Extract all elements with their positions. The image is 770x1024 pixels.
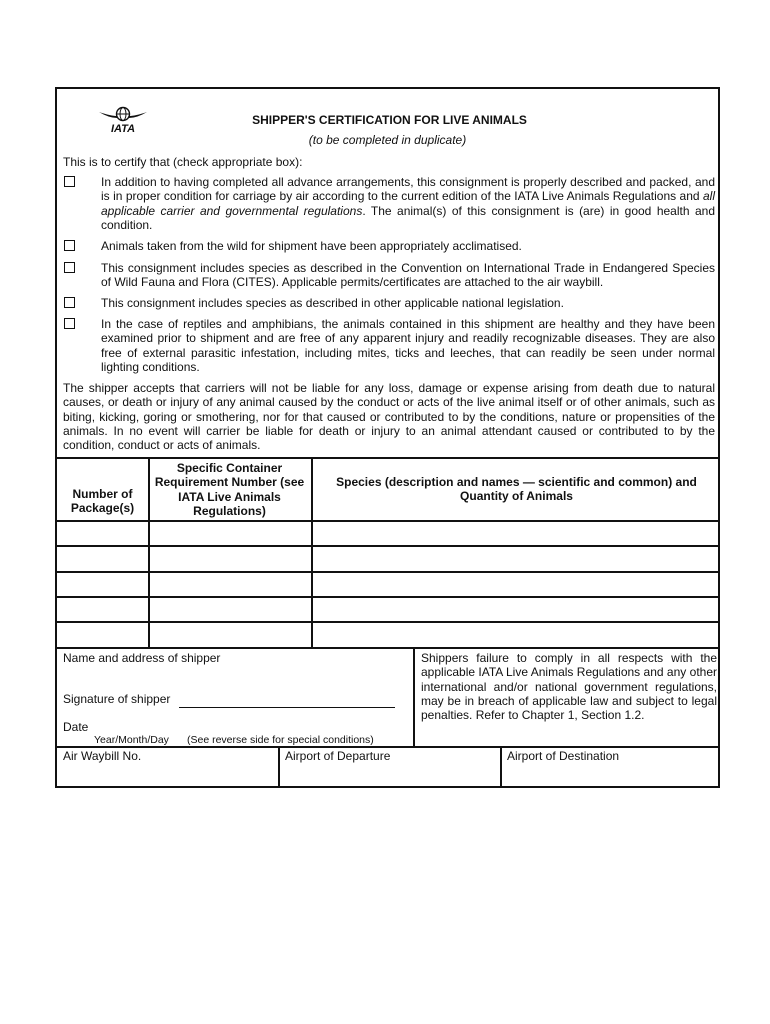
live-animals-form xyxy=(55,87,720,788)
certification-item xyxy=(63,317,715,374)
certification-text: This consignment includes species as described in the Convention on International Trade in Endangered Species of Wild Fauna and Flora (CITES). Applicable permits/certificates are attached to the air waybill. xyxy=(101,261,715,290)
date-format-hint: Year/Month/Day xyxy=(94,734,169,746)
destination-airport-label: Airport of Destination xyxy=(507,749,620,763)
table-row xyxy=(57,547,718,571)
container-cell[interactable] xyxy=(150,572,311,596)
species-cell[interactable] xyxy=(313,572,718,596)
col-number-of-packages: Number of Package(s) xyxy=(70,487,135,516)
certification-item xyxy=(63,296,715,310)
departure-airport-label: Airport of Departure xyxy=(285,749,391,763)
intro-text: This is to certify that (check appropriate box): xyxy=(63,155,303,169)
departure-airport-field[interactable] xyxy=(283,765,497,785)
iata-logo-text: IATA xyxy=(110,123,136,135)
certification-text-italic: all applicable carrier and governmental regulations xyxy=(101,189,715,218)
certification-checkbox[interactable] xyxy=(64,297,75,308)
packages-cell[interactable] xyxy=(57,521,148,545)
liability-statement: The shipper accepts that carriers will not be liable for any loss, damage or expense arising from death due to natural causes, or death or injury of any animal caused by the conduct or acts of the live animal itself or of other animals, such as biting, kicking, goring or smothering, nor for that caused or contributed to by the conditions, nature or propensities of the animals. In no event will carrier be liable for death or injury to an animal attendant caused or contributed to by the condition, conduct or acts of animals. xyxy=(63,381,715,453)
packages-cell[interactable] xyxy=(57,547,148,571)
certification-text: In addition to having completed all advance arrangements, this consignment is properly described and packed, and is in proper condition for carriage by air according to the current edition of the IATA Live Animals Regulations and xyxy=(101,175,715,204)
container-cell[interactable] xyxy=(150,623,311,647)
table-row xyxy=(57,597,718,621)
certification-checkbox[interactable] xyxy=(64,240,75,251)
shipper-name-label: Name and address of shipper xyxy=(63,651,221,665)
air-waybill-label: Air Waybill No. xyxy=(63,749,142,763)
certification-text-end: . The animal(s) of this consignment is (are) in good health and condition. xyxy=(101,203,715,232)
container-cell[interactable] xyxy=(150,547,311,571)
species-cell[interactable] xyxy=(313,547,718,571)
footer-divider xyxy=(500,746,502,788)
table-top-border xyxy=(57,457,718,459)
date-label: Date xyxy=(63,720,89,734)
certification-checkbox[interactable] xyxy=(64,262,75,273)
signature-label: Signature of shipper xyxy=(63,692,171,706)
species-cell[interactable] xyxy=(313,597,718,621)
certification-text: Animals taken from the wild for shipment have been appropriately acclimatised. xyxy=(101,239,522,253)
container-cell[interactable] xyxy=(150,521,311,545)
col-species: Species (description and names — scientific and common) and Quantity of Animals xyxy=(336,475,697,504)
certification-checkbox[interactable] xyxy=(64,176,75,187)
packages-cell[interactable] xyxy=(57,572,148,596)
table-bottom-border xyxy=(57,647,718,649)
certification-item xyxy=(63,261,715,290)
table-row xyxy=(57,521,718,545)
certification-text: This consignment includes species as described in other applicable national legislation. xyxy=(101,296,564,310)
certification-text: In the case of reptiles and amphibians, the animals contained in this shipment are healthy and they have been examined prior to shipment and are free of any apparent injury and readily recognizable diseases. They are also free of external parasitic infestation, including mites, ticks and leeches, that can readily be seen under normal lighting conditions. xyxy=(101,317,715,374)
certification-checkbox[interactable] xyxy=(64,318,75,329)
packages-cell[interactable] xyxy=(57,597,148,621)
certification-item xyxy=(63,239,715,253)
compliance-warning: Shippers failure to comply in all respects with the applicable IATA Live Animals Regulations and any other international and/or national government regulations, may be in breach of applicable law and subject to legal penalties. Refer to Chapter 1, Section 1.2. xyxy=(421,651,717,723)
shipper-block-divider xyxy=(413,647,415,747)
signature-field[interactable] xyxy=(179,707,395,708)
table-row xyxy=(57,623,718,647)
packages-cell[interactable] xyxy=(57,623,148,647)
form-subtitle: (to be completed in duplicate) xyxy=(308,133,467,147)
species-cell[interactable] xyxy=(313,521,718,545)
shipper-name-field[interactable] xyxy=(63,666,408,688)
container-cell[interactable] xyxy=(150,597,311,621)
col-container-requirement: Specific Container Requirement Number (see IATA Live Animals Regulations) xyxy=(154,461,305,518)
footer-divider xyxy=(278,746,280,788)
footer-top-border xyxy=(57,746,718,748)
species-cell[interactable] xyxy=(313,623,718,647)
form-title: SHIPPER'S CERTIFICATION FOR LIVE ANIMALS xyxy=(252,113,527,127)
certification-item xyxy=(63,175,715,232)
air-waybill-field[interactable] xyxy=(61,765,275,785)
destination-airport-field[interactable] xyxy=(505,765,715,785)
reverse-side-note: (See reverse side for special conditions) xyxy=(187,734,374,746)
table-row xyxy=(57,572,718,596)
